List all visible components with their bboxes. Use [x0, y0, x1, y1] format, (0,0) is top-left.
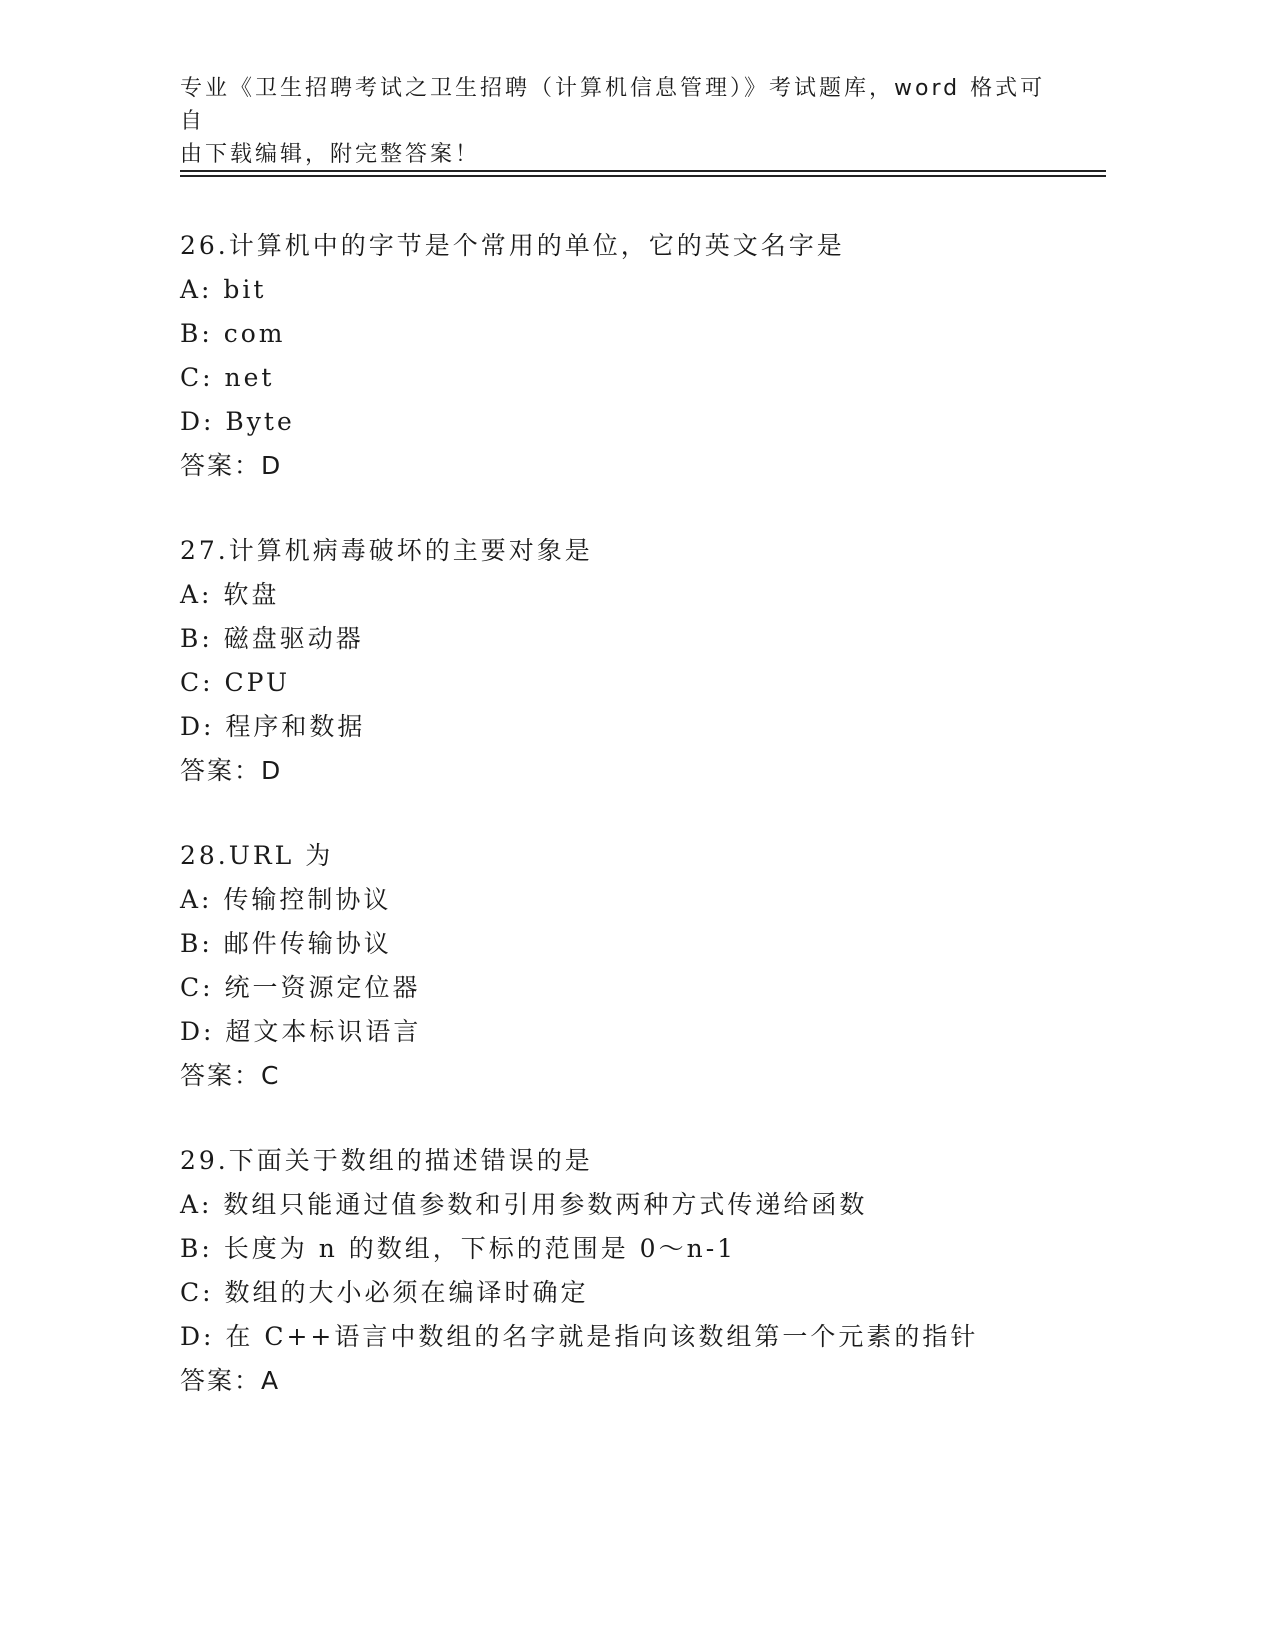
option-b: B: 长度为 n 的数组，下标的范围是 0～n-1: [180, 1234, 737, 1263]
option-a: A: bit: [180, 275, 267, 304]
answer: 答案：C: [180, 1061, 281, 1090]
question-title: 27.计算机病毒破坏的主要对象是: [180, 536, 593, 565]
header-rule-bottom: [180, 175, 1106, 177]
question-29: [180, 1139, 1100, 1403]
header-line-2: 由下载编辑，附完整答案！: [180, 142, 481, 167]
option-d: D: 在 C++语言中数组的名字就是指向该数组第一个元素的指针: [180, 1322, 979, 1351]
question-27: [180, 529, 1100, 793]
option-d: D: 程序和数据: [180, 712, 366, 741]
header-line-1: 专业《卫生招聘考试之卫生招聘（计算机信息管理）》考试题库，word 格式可自: [180, 76, 1046, 134]
answer: 答案：A: [180, 1366, 281, 1395]
option-c: C: net: [180, 363, 275, 392]
option-a: A: 传输控制协议: [180, 885, 392, 914]
option-c: C: 数组的大小必须在编译时确定: [180, 1278, 589, 1307]
option-b: B: 磁盘驱动器: [180, 624, 364, 653]
answer: 答案：D: [180, 451, 283, 480]
question-title: 29.下面关于数组的描述错误的是: [180, 1146, 593, 1175]
option-b: B: 邮件传输协议: [180, 929, 392, 958]
option-b: B: com: [180, 319, 286, 348]
option-d: D: 超文本标识语言: [180, 1017, 422, 1046]
option-c: C: CPU: [180, 668, 291, 697]
question-26: [180, 224, 1100, 488]
header-rule-top: [180, 170, 1106, 172]
question-28: [180, 834, 1100, 1098]
question-title: 26.计算机中的字节是个常用的单位，它的英文名字是: [180, 231, 845, 260]
option-c: C: 统一资源定位器: [180, 973, 421, 1002]
answer: 答案：D: [180, 756, 283, 785]
option-a: A: 数组只能通过值参数和引用参数两种方式传递给函数: [180, 1190, 868, 1219]
document-header: [180, 72, 1060, 171]
option-d: D: Byte: [180, 407, 295, 436]
option-a: A: 软盘: [180, 580, 280, 609]
question-title: 28.URL 为: [180, 841, 334, 870]
